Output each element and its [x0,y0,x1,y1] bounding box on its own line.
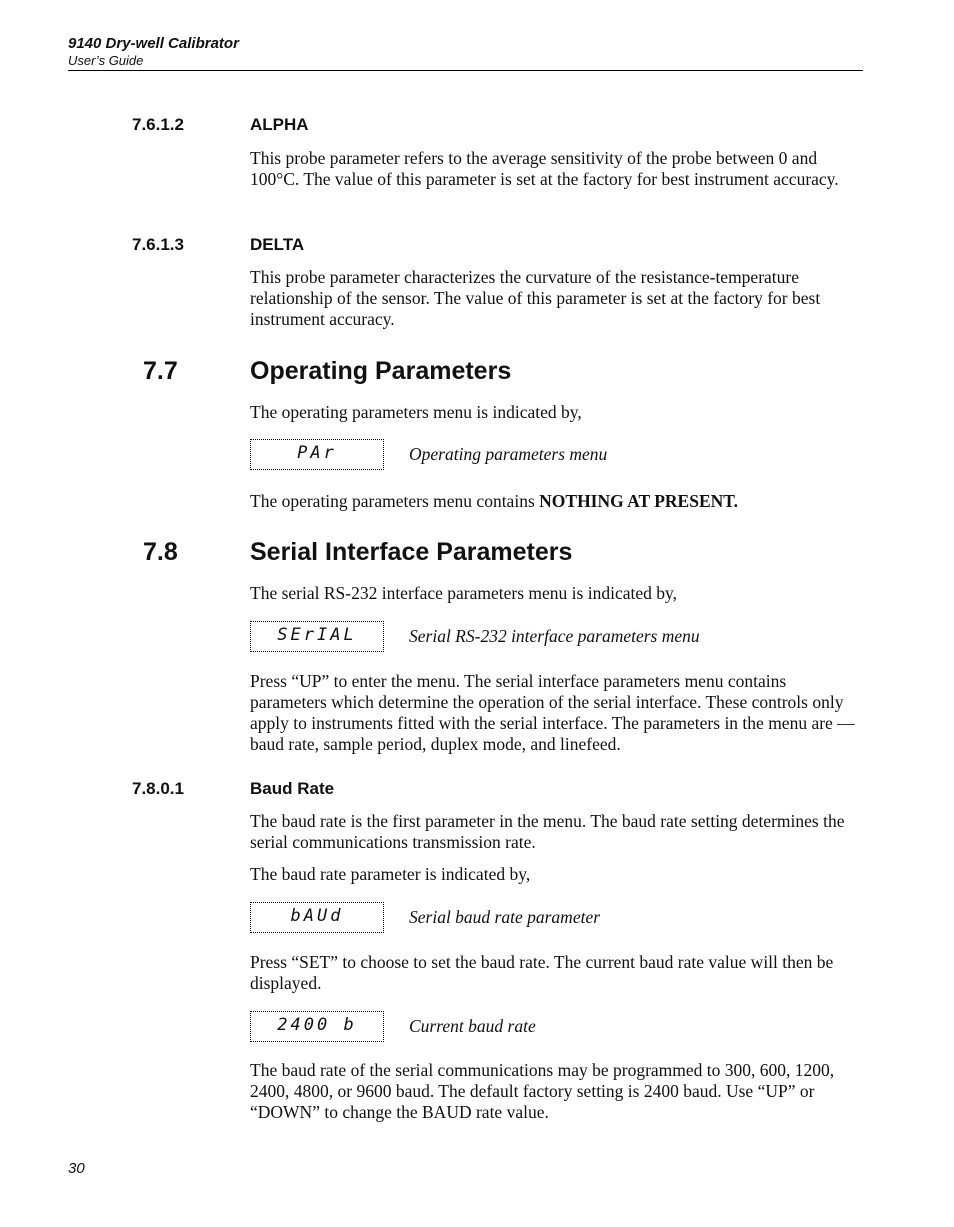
operating-section-number: 7.7 [143,357,178,385]
baud-paragraph-3: Press “SET” to choose to set the baud rate. The current baud rate value will then be displayed. [250,952,834,993]
alpha-paragraph: This probe parameter refers to the average sensitivity of the probe between 0 and 100°C. The value of this parameter is set at the factory for best instrument accuracy. [250,148,839,189]
serial-display [250,621,384,652]
delta-paragraph: This probe parameter characterizes the curvature of the resistance-temperature relationship of the sensor. The value of this parameter is set at the factory for best instrument accuracy. [250,267,821,329]
alpha-section-number: 7.6.1.2 [132,115,184,134]
baud-value-display [250,1011,384,1042]
operating-contains-bold: NOTHING AT PRESENT. [539,491,739,511]
delta-section-title: DELTA [250,235,305,254]
operating-display-caption: Operating parameters menu [409,444,608,464]
operating-intro: The operating parameters menu is indicated by, [250,402,582,422]
serial-section-number: 7.8 [143,538,178,566]
page-number: 30 [68,1160,85,1177]
operating-contains-text: The operating parameters menu contains [250,491,540,511]
serial-section-title: Serial Interface Parameters [250,538,573,566]
serial-display-caption: Serial RS-232 interface parameters menu [409,626,700,646]
baud-paragraph-4: The baud rate of the serial communications may be programmed to 300, 600, 1200, 2400, 4800, or 9600 baud. The default factory setting is 2400 baud. Use “UP” or “DOWN” to change the BAUD rate value. [250,1060,835,1122]
baud-section-number: 7.8.0.1 [132,779,184,798]
baud-value-display-text: 2400 b [277,1015,357,1035]
baud-display-text: bAUd [290,906,344,926]
baud-display-caption: Serial baud rate parameter [409,907,601,927]
baud-paragraph-2: The baud rate parameter is indicated by, [250,864,531,884]
serial-paragraph: Press “UP” to enter the menu. The serial interface parameters menu contains parameters which determine the operation of the serial interface. These controls only apply to instruments fitted with the serial interface. The parameters in the menu are — baud rate, sample period, duplex mode, and linefeed. [250,671,855,754]
baud-paragraph-1: The baud rate is the first parameter in the menu. The baud rate setting determines the serial communications transmission rate. [250,811,845,852]
operating-section-title: Operating Parameters [250,357,512,385]
serial-display-text: SErIAL [277,625,357,645]
baud-section-title: Baud Rate [250,779,335,798]
operating-contains [250,491,866,512]
serial-intro: The serial RS-232 interface parameters menu is indicated by, [250,583,677,603]
manual-subtitle: User’s Guide [68,53,144,68]
operating-display [250,439,384,470]
header-rule [68,70,863,71]
delta-section-number: 7.6.1.3 [132,235,184,254]
alpha-section-title: ALPHA [250,115,309,134]
manual-title: 9140 Dry-well Calibrator [68,35,239,52]
baud-display [250,902,384,933]
baud-value-display-caption: Current baud rate [409,1016,536,1036]
operating-display-text: PAr [297,443,337,463]
